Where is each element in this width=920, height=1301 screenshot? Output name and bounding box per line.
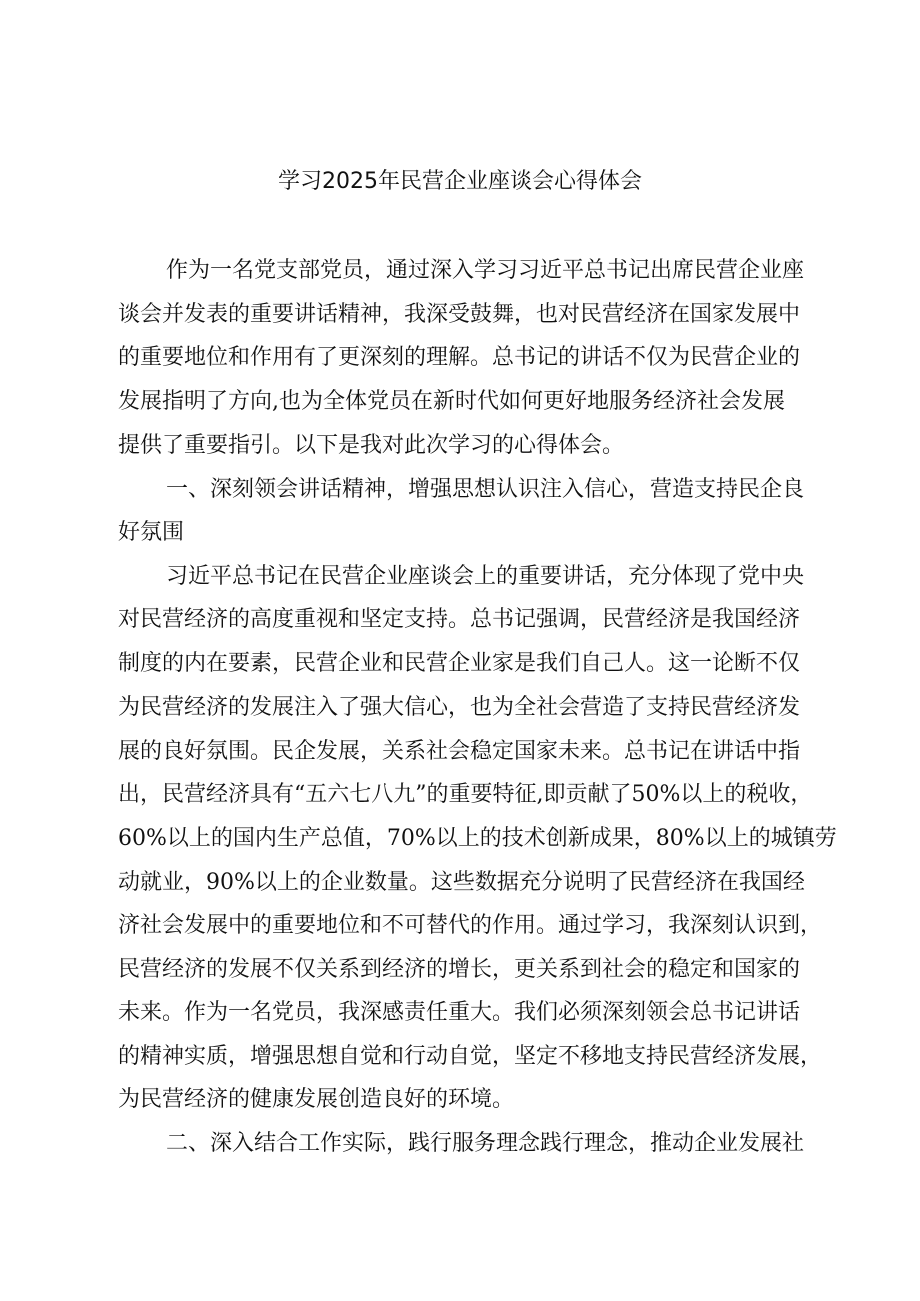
heading-line: 好氛围: [118, 520, 185, 545]
heading-line: 二、深入结合工作实际，践行服务理念践行理念，推动企业发展社: [166, 1131, 805, 1156]
body-line: 的精神实质，增强思想自觉和行动自觉，坚定不移地支持民营经济发展，: [118, 1044, 823, 1069]
body-line: 展的良好氛围。民企发展，关系社会稳定国家未来。总书记在讲话中指: [118, 739, 801, 764]
heading-line: 一、深刻领会讲话精神，增强思想认识注入信心，营造支持民企良: [166, 477, 805, 502]
body-line: 为民营经济的健康发展创造良好的环境。: [118, 1087, 515, 1112]
body-line: 动就业，90%以上的企业数量。这些数据充分说明了民营经济在我国经: [118, 870, 805, 895]
body-line: 济社会发展中的重要地位和不可替代的作用。通过学习，我深刻认识到，: [118, 913, 823, 938]
intro-line: 作为一名党支部党员，通过深入学习习近平总书记出席民营企业座: [166, 258, 805, 283]
body-line: 未来。作为一名党员，我深感责任重大。我们必须深刻领会总书记讲话: [118, 1000, 801, 1025]
body-line: 制度的内在要素，民营企业和民营企业家是我们自己人。这一论断不仅: [118, 651, 801, 676]
intro-line: 谈会并发表的重要讲话精神，我深受鼓舞，也对民营经济在国家发展中: [118, 302, 801, 327]
body-line: 民营经济的发展不仅关系到经济的增长，更关系到社会的稳定和国家的: [118, 957, 801, 982]
body-line: 对民营经济的高度重视和坚定支持。总书记强调，民营经济是我国经济: [118, 607, 801, 632]
intro-line: 提供了重要指引。以下是我对此次学习的心得体会。: [118, 433, 625, 458]
body-line: 60%以上的国内生产总值，70%以上的技术创新成果，80%以上的城镇劳: [118, 826, 837, 851]
intro-line: 发展指明了方向,也为全体党员在新时代如何更好地服务经济社会发展: [118, 389, 785, 414]
body-line: 为民营经济的发展注入了强大信心，也为全社会营造了支持民营经济发: [118, 695, 801, 720]
body-line: 出，民营经济具有“五六七八九”的重要特征,即贡献了50%以上的税收，: [118, 782, 813, 807]
body-line: 习近平总书记在民营企业座谈会上的重要讲话，充分体现了党中央: [166, 564, 805, 589]
page-title: 学习2025年民营企业座谈会心得体会: [278, 169, 642, 194]
intro-line: 的重要地位和作用有了更深刻的理解。总书记的讲话不仅为民营企业的: [118, 345, 801, 370]
